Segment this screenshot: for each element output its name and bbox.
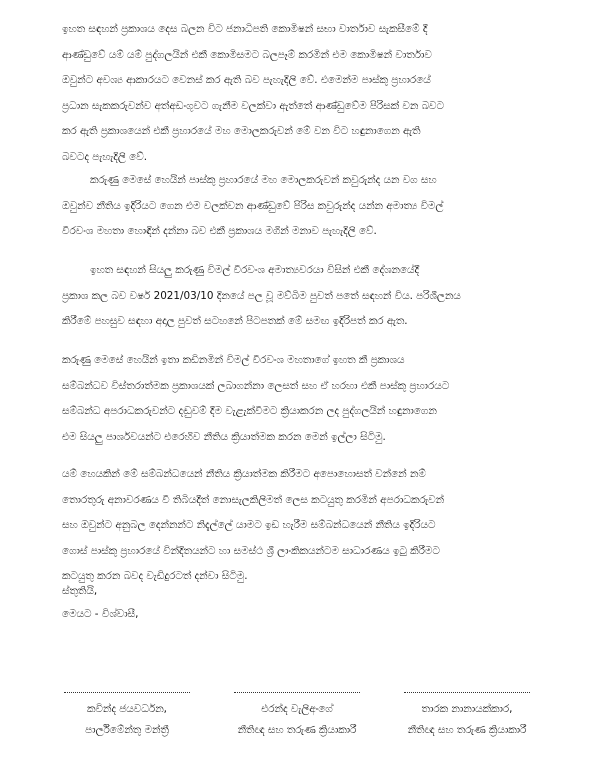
text-line: ඔවුන්ට අවශ්‍ය ආකාරයට වෙනස් කර ඇති බව පැහැදිලි වේ. එමෙන්ම පාස්කු ප්‍රහාරයේ [62, 74, 431, 87]
text-line: සම්බන්ධ අපරාධකරුවන්ට දඬුවම් දීම වැළැක්වීමට ක්‍රියාකරන ලද පුද්ගලයින් හඳුනාගෙන [62, 405, 437, 418]
paragraph-masterminds [62, 168, 548, 245]
text-line: ඔවුන්ව නීතිය ඉදිරියට ගෙන එම වලක්වන ආණ්ඩුවේ පිරිස කවුරුන්ද යන්න අමාත්‍ය විමල් [62, 199, 444, 212]
text-line: කිරීමේ පහසුව සඳහා අදාල පුවත් සටහනේ පිටපතක් මේ සමඟ ඉදිරිපත් කර ඇත. [62, 315, 408, 328]
signature-line [404, 680, 530, 693]
text-line: ප්‍රධාන සැකකරුවන්ව අත්අඩංගුවට ගැනීම වලක්වා ඇත්තේ ආණ්ඩුවේම පිරිසක් වන බවට [62, 99, 444, 112]
text-line: සම්බන්ධව විස්තරාත්මක ප්‍රකාශයක් ලබාගන්නා ලෙසත් සහ ඒ හරහා එකී පාස්කු ප්‍රහාරයට [62, 379, 450, 392]
signatory-name: එරන්ද වැලිඅංගේ [261, 703, 333, 715]
signatory-name: කවින්ද ජයවර්ධන, [87, 703, 167, 715]
paragraph-commission-report [62, 17, 548, 171]
text-line: එම සියලු පාර්ශවයන්ට එරෙහිව නීතිය ක්‍රියාත්මක කරන මෙන් ඉල්ලා සිටිමු. [62, 430, 386, 443]
text-line: කරුණු මෙසේ හෙයින් පාස්කු ප්‍රහාරයේ මහ මොලකරුවන් කවුරුන්ද යන වග සහ [90, 174, 437, 186]
closing-thanks: ස්තුතියි, [62, 585, 98, 597]
signature-line [234, 680, 360, 693]
text-line: බවටද පැහැදිලි වේ. [62, 150, 147, 163]
paragraph-newspaper-reference [62, 258, 548, 335]
signatory-name: තාරක නානායක්කාර, [421, 703, 513, 715]
closing-faithfully: මෙයට - විශ්වාසී, [62, 608, 139, 620]
paragraph-request [62, 348, 548, 450]
text-line: කර ඇති ප්‍රකාශයෙන් එකී ප්‍රහාරයේ මහ මොලකරුවන් මේ වන විට හඳුනාගෙන ඇති [62, 125, 421, 138]
signature-line [64, 680, 190, 693]
text-line: තොරතුරු අනාවරණය වී තිබියදීත් නොසැලකිලිමත් ලෙස කටයුතු කරමින් අපරාධකරුවන් [62, 493, 445, 506]
text-line: වීරවංශ මහතා හොඳින් දන්නා බව එකී ප්‍රකාශය මගින් මනාව පැහැදිලි වේ. [62, 225, 377, 238]
text-line: ආණ්ඩුවේ යම් යම් පුද්ගලයින් එකී කොමිසමට බලපෑම් කරමින් එම කොමිෂන් වාර්තාව [62, 48, 432, 61]
signatory-title: නීතිඥ සහ තරුණ ක්‍රියාකාරී [237, 724, 357, 736]
text-line: ඉහත සඳහන් සියලු කරුණු විමල් වීරවංශ අමාත්‍යවරයා විසින් එකී දේශනයේදී [90, 264, 420, 276]
text-line: සහ ඔවුන්ට අනුබල දෙන්නන්ට නිදැල්ලේ යාමට ඉඩ හැරීම සම්බන්ධයෙන් නීතිය ඉදිරියට [62, 519, 436, 532]
text-line: ප්‍රකාශ කල බව වර්ෂ 2021/03/10 දිනයේ පල වූ මව්බිම පුවත් පතේ සඳහන් විය. පරිශීලනය [62, 289, 461, 302]
signature-block-3 [392, 680, 542, 741]
text-line: යම් හෙයකින් මේ සම්බන්ධයෙන් නීතිය ක්‍රියාත්මක කිරීමට අපොහොසත් වන්නේ නම් [62, 468, 426, 480]
paragraph-legal-action [62, 462, 548, 590]
text-line: කටයුතු කරන බවද වැඩිදුරටත් දන්වා සිටිමු. [62, 570, 248, 583]
signature-block-1 [52, 680, 202, 741]
text-line: ගොස් පාස්කු ප්‍රහාරයේ වින්දිතයන්ට හා සමස්ථ ශ්‍රී ලාංකිකයන්ටම සාධාරණය ඉටු කිරීමට [62, 544, 440, 557]
signatory-title: පාර්ලිමේන්තු මන්ත්‍රී [85, 724, 169, 736]
signatory-title: නීතිඥ සහ තරුණ ක්‍රියාකාරී [407, 724, 527, 736]
signature-block-2 [222, 680, 372, 741]
text-line: කරුණු මෙසේ හෙයින් ඉතා කඩිනමින් විමල් වීරවංශ මහතාගේ ඉහත කී ප්‍රකාශය [62, 354, 405, 366]
text-line: ඉහත සඳහන් ප්‍රකාශය දෙස බලන විට ජනාධිපති කොමිෂන් සභා වාර්තාව සැකසීමේ දී [62, 23, 428, 35]
